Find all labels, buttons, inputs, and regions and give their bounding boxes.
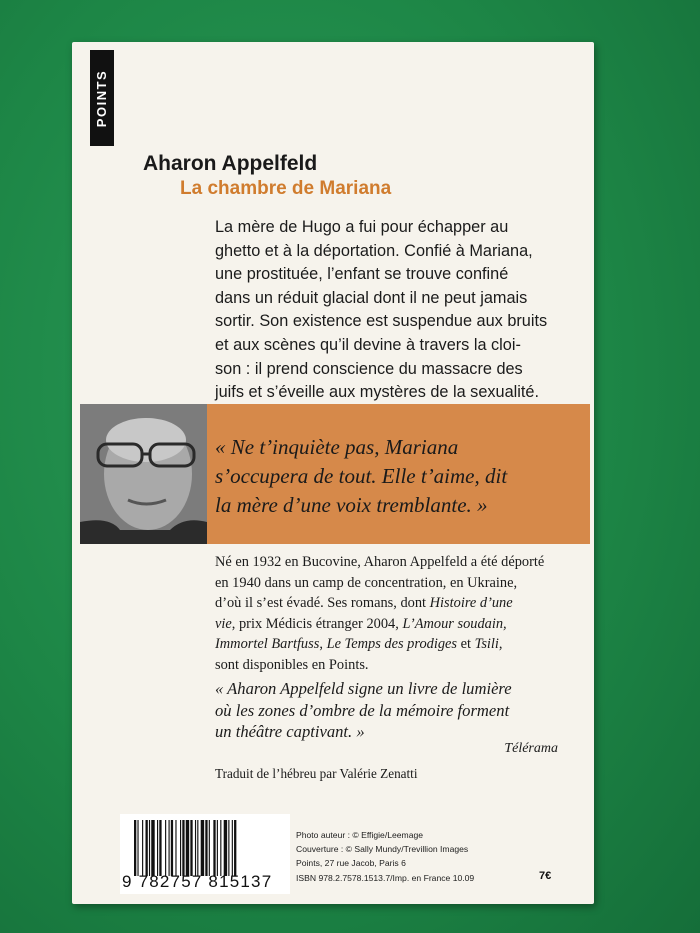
- barcode-bar: [197, 820, 198, 876]
- bio-line: en 1940 dans un camp de concentration, en Ukraine,: [215, 574, 518, 591]
- barcode-bar: [195, 820, 196, 876]
- bio-line: [215, 614, 577, 635]
- barcode-bar: [201, 820, 204, 876]
- quote-line: « Ne t’inquiète pas, Mariana: [215, 435, 459, 459]
- translator-credit: Traduit de l’hébreu par Valérie Zenatti: [215, 766, 418, 781]
- quote-line: la mère d’une voix tremblante. »: [215, 493, 488, 517]
- barcode-bar: [134, 820, 136, 876]
- synopsis-line: juifs et s’éveille aux mystères de la sexualité.: [215, 383, 539, 402]
- credit-line: Couverture : © Sally Mundy/Trevillion Images: [296, 844, 469, 855]
- book-title-ref: Histoire d’une: [429, 595, 513, 612]
- synopsis-line: sortir. Son existence est suspendue aux bruits: [215, 312, 548, 331]
- bio-text: et: [460, 636, 472, 653]
- barcode-bar: [157, 820, 158, 876]
- price-label: 7€: [539, 870, 552, 882]
- book-title-ref: Tsili: [474, 636, 499, 653]
- book-back-cover: [72, 42, 594, 904]
- bio-text: , prix Médicis étranger 2004,: [231, 615, 399, 632]
- barcode-bar: [165, 820, 166, 876]
- barcode-bar: [175, 820, 176, 876]
- barcode-bar: [190, 820, 192, 876]
- book-title-ref: Le Temps des prodiges: [326, 636, 458, 653]
- press-line: un théâtre captivant. »: [215, 722, 365, 741]
- points-logo: [90, 50, 114, 146]
- bio-separator: ,: [319, 636, 323, 653]
- synopsis-line: et aux scènes qu’il devine à travers la cloi-: [215, 335, 521, 354]
- barcode-bar: [232, 820, 233, 876]
- barcode-bar: [146, 820, 148, 876]
- barcode-bar: [180, 820, 181, 876]
- points-logo-text: POINTS: [94, 69, 110, 127]
- bio-line: sont disponibles en Points.: [215, 656, 369, 673]
- synopsis-line: son : il prend conscience du massacre des: [215, 359, 523, 378]
- barcode-bar: [169, 820, 170, 876]
- barcode-bar: [159, 820, 161, 876]
- bio-separator: ,: [498, 636, 503, 653]
- bio-line: [215, 593, 577, 614]
- book-title: La chambre de Mariana: [180, 178, 392, 199]
- bio-line: Né en 1932 en Bucovine, Aharon Appelfeld a été déporté: [215, 554, 545, 570]
- barcode-bar: [137, 820, 138, 876]
- synopsis-line: une prostituée, l’enfant se trouve confiné: [215, 265, 509, 284]
- barcode-number: 9 782757 815137: [122, 872, 273, 891]
- barcode-bar: [149, 820, 150, 876]
- author-name: Aharon Appelfeld: [143, 152, 318, 175]
- bio-line: [215, 634, 577, 655]
- publication-credits: [296, 828, 546, 885]
- barcode: [120, 814, 290, 894]
- barcode-bar: [186, 820, 189, 876]
- barcode-icon: [132, 820, 286, 876]
- press-review: [215, 678, 579, 743]
- barcode-bar: [151, 820, 154, 876]
- barcode-bar: [205, 820, 207, 876]
- bio-text: d’où il s’est évadé. Ses romans, dont: [215, 595, 427, 612]
- book-title-ref: vie: [215, 615, 232, 632]
- excerpt-quote: [215, 433, 585, 520]
- credit-line: Photo auteur : © Effigie/Leemage: [296, 830, 424, 840]
- quote-line: s’occupera de tout. Elle t’aime, dit: [215, 464, 508, 488]
- book-title-ref: L’Amour soudain,: [402, 615, 507, 632]
- synopsis-line: dans un réduit glacial dont il ne peut jamais: [215, 288, 528, 307]
- credit-line: ISBN 978.2.7578.1513.7/Imp. en France 10.09: [296, 872, 475, 883]
- barcode-bar: [142, 820, 143, 876]
- barcode-bar: [228, 820, 229, 876]
- barcode-bar: [234, 820, 236, 876]
- barcode-bar: [209, 820, 210, 876]
- synopsis: [215, 216, 573, 405]
- author-portrait-icon: [80, 404, 207, 544]
- barcode-bar: [224, 820, 227, 876]
- barcode-bar: [220, 820, 221, 876]
- press-source: Télérama: [504, 741, 558, 756]
- barcode-bar: [171, 820, 173, 876]
- barcode-bar: [213, 820, 215, 876]
- author-photo: [80, 404, 207, 544]
- barcode-bar: [182, 820, 184, 876]
- author-biography: [215, 552, 577, 676]
- book-title-ref: Immortel Bartfuss: [215, 636, 320, 653]
- barcode-bar: [217, 820, 218, 876]
- synopsis-line: ghetto et à la déportation. Confié à Mariana,: [215, 241, 533, 260]
- press-line: « Aharon Appelfeld signe un livre de lumière: [215, 679, 512, 698]
- synopsis-line: La mère de Hugo a fui pour échapper au: [215, 218, 509, 236]
- credit-line: Points, 27 rue Jacob, Paris 6: [296, 858, 406, 869]
- press-line: où les zones d’ombre de la mémoire forment: [215, 700, 510, 720]
